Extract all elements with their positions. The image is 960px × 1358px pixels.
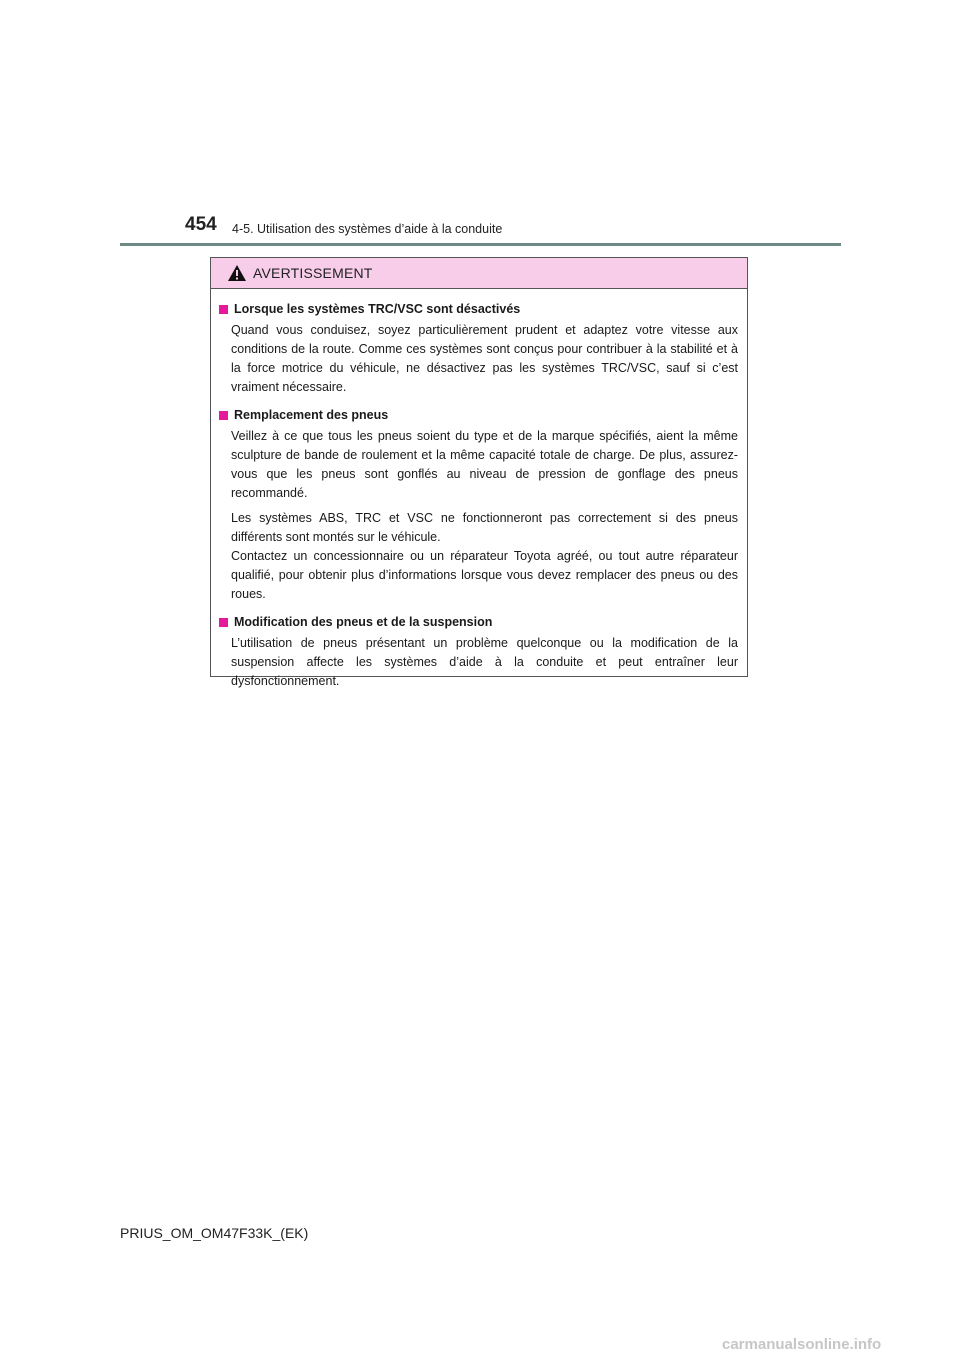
item-title	[219, 405, 738, 425]
header-rule	[120, 243, 841, 246]
warning-triangle-icon	[227, 264, 247, 282]
item-paragraph: L’utilisation de pneus présentant un problème quelconque ou la modification de la suspension affecte les systèmes d’aide à la conduite et peut entraîner leur dysfonctionnement.	[231, 636, 738, 688]
warning-item	[219, 299, 738, 397]
bullet-square-icon	[219, 305, 228, 314]
item-title-text: Modification des pneus et de la suspension	[234, 615, 493, 629]
warning-body	[211, 289, 747, 691]
item-title	[219, 612, 738, 632]
warning-item	[219, 405, 738, 604]
page-number: 454	[185, 214, 217, 235]
watermark: carmanualsonline.info	[722, 1336, 882, 1353]
item-title-text: Lorsque les systèmes TRC/VSC sont désactivés	[234, 302, 521, 316]
item-paragraph: Veillez à ce que tous les pneus soient du type et de la marque spécifiés, aient la même sculpture de bande de roulement et la même capacité totale de charge. De plus, assurez-vous que les pneus sont gonflés au niveau de pression de gonflage des pneus recommandé.	[231, 429, 738, 500]
bullet-square-icon	[219, 618, 228, 627]
warning-header	[211, 258, 747, 289]
bullet-square-icon	[219, 411, 228, 420]
section-title: 4-5. Utilisation des systèmes d’aide à la conduite	[232, 222, 503, 236]
document-code: PRIUS_OM_OM47F33K_(EK)	[120, 1225, 309, 1241]
warning-title: AVERTISSEMENT	[253, 265, 373, 281]
item-paragraph: Quand vous conduisez, soyez particulièrement prudent et adaptez votre vitesse aux conditions de la route. Comme ces systèmes sont conçus pour contribuer à la stabilité et à la force motrice du véhicule, ne désactivez pas les systèmes TRC/VSC, sauf si c’est vraiment nécessaire.	[231, 323, 738, 394]
warning-box	[210, 257, 748, 688]
item-paragraph: Les systèmes ABS, TRC et VSC ne fonctionneront pas correctement si des pneus différents sont montés sur le véhicule. Contactez un concessionnaire ou un réparateur Toyota agréé, ou tout autre réparateur qualifié, pour obtenir plus d’informations lorsque vous devez remplacer des pneus ou des roues.	[231, 511, 738, 601]
warning-item	[219, 612, 738, 691]
item-title-text: Remplacement des pneus	[234, 408, 389, 422]
item-title	[219, 299, 738, 319]
